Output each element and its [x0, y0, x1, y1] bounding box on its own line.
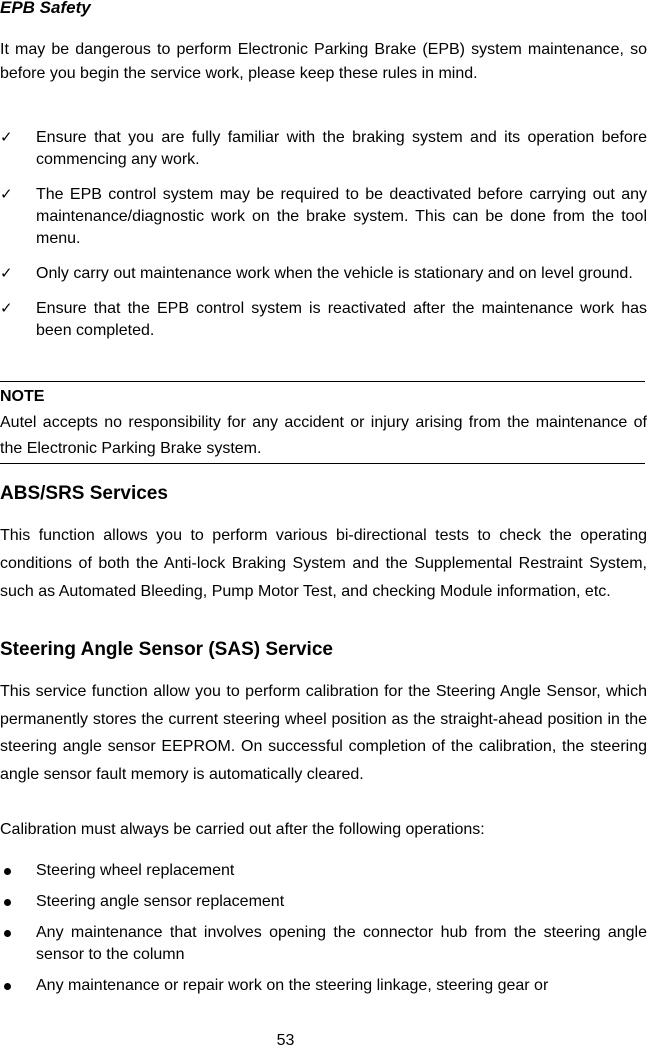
list-item-text: Steering wheel replacement [36, 862, 235, 879]
note-label: NOTE [0, 388, 45, 405]
list-item [0, 922, 647, 966]
abs-srs-heading: ABS/SRS Services [0, 483, 168, 504]
list-item-text: Ensure that you are fully familiar with the braking system and its operation before commencing any work. [36, 129, 647, 168]
check-icon: ✓ [0, 186, 13, 203]
list-item-text: Only carry out maintenance work when the vehicle is stationary and on level ground. [36, 265, 633, 282]
list-item-text: Ensure that the EPB control system is reactivated after the maintenance work has been completed. [36, 300, 647, 339]
abs-srs-paragraph: This function allows you to perform various bi-directional tests to check the operating conditions of both the Anti-lock Braking System and the Supplemental Restraint System, such as Automated Bleeding, Pump Motor Test, and checking Module information, etc. [0, 527, 647, 600]
bullet-icon [4, 983, 11, 990]
list-item [0, 184, 647, 250]
list-item-text: Any maintenance that involves opening the connector hub from the steering angle sensor to the column [36, 924, 647, 963]
check-icon: ✓ [0, 300, 13, 317]
epb-intro-paragraph: It may be dangerous to perform Electronic Parking Brake (EPB) system maintenance, so before you begin the service work, please keep these rules in mind. [0, 41, 647, 82]
sas-heading: Steering Angle Sensor (SAS) Service [0, 639, 333, 660]
list-item [0, 860, 647, 882]
epb-rules-list [0, 127, 647, 355]
list-item [0, 298, 647, 342]
list-item [0, 975, 647, 997]
list-item-text: Steering angle sensor replacement [36, 893, 285, 910]
list-item [0, 127, 647, 171]
note-top-divider [0, 381, 645, 382]
page-number: 53 [276, 1032, 295, 1049]
bullet-icon [4, 868, 11, 875]
note-text: Autel accepts no responsibility for any accident or injury arising from the maintenance of the Electronic Parking Brake system. [0, 414, 647, 457]
check-icon: ✓ [0, 129, 13, 146]
sas-paragraph: This service function allow you to perform calibration for the Steering Angle Sensor, which permanently stores the current steering wheel position as the straight-ahead position in the steering angle sensor EEPROM. On successful completion of the calibration, the steering angle sensor fault memory is automatically cleared. [0, 683, 647, 783]
calibration-intro: Calibration must always be carried out after the following operations: [0, 821, 485, 838]
list-item [0, 263, 647, 285]
bullet-icon [4, 899, 11, 906]
list-item-text: Any maintenance or repair work on the steering linkage, steering gear or [36, 977, 549, 994]
calibration-operations-list [0, 860, 647, 1006]
bullet-icon [4, 930, 11, 937]
list-item [0, 891, 647, 913]
check-icon: ✓ [0, 265, 13, 282]
note-bottom-divider [0, 463, 645, 464]
list-item-text: The EPB control system may be required to be deactivated before carrying out any maintenance/diagnostic work on the brake system. This can be done from the tool menu. [36, 186, 647, 247]
epb-safety-heading: EPB Safety [0, 0, 91, 17]
